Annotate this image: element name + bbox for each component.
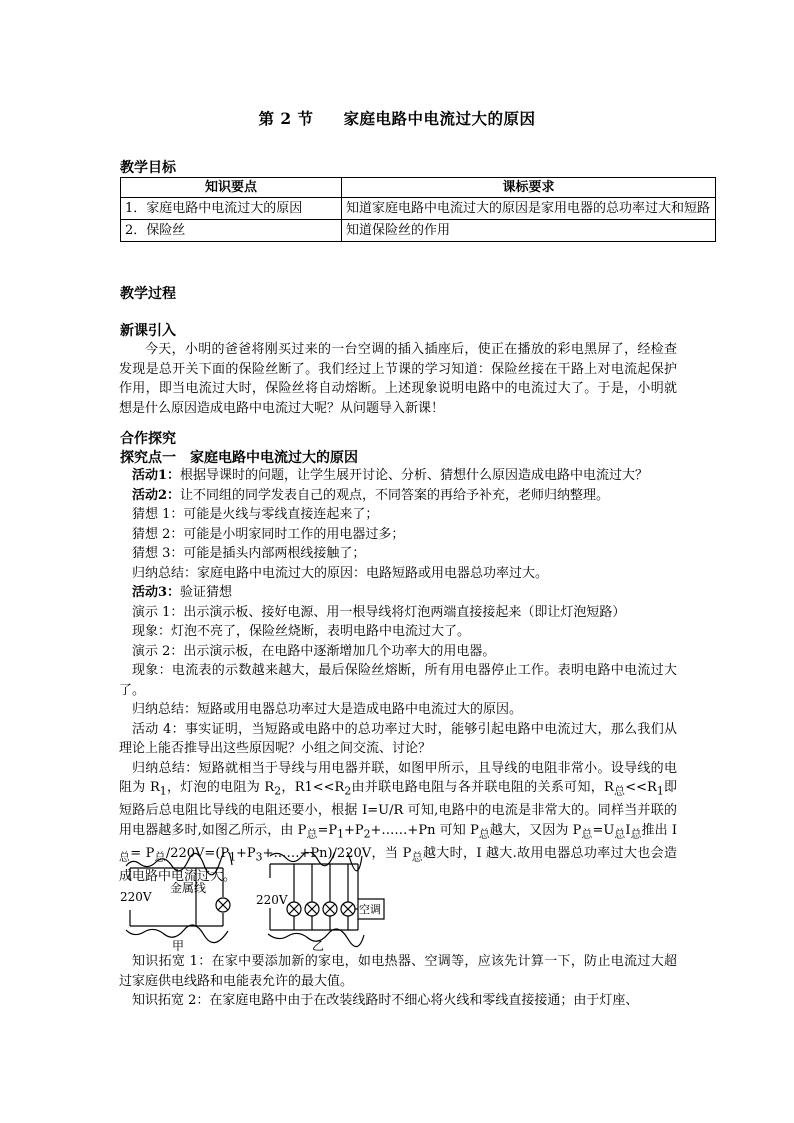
table-cell-point: 2．保险丝 bbox=[121, 220, 342, 242]
activity-2-label: 活动2： bbox=[132, 487, 181, 503]
page-title bbox=[0, 107, 794, 129]
figure-a-voltage: 220V bbox=[120, 890, 152, 904]
observation-1: 现象：灯泡不亮了，保险丝烧断，表明电路中电流过大了。 bbox=[132, 624, 471, 639]
section-name: 家庭电路中电流过大的原因 bbox=[343, 109, 536, 128]
demo-2: 演示 2：出示演示板，在电路中逐渐增加几个功率大的用电器。 bbox=[132, 643, 496, 659]
process-heading: 教学过程 bbox=[120, 286, 176, 302]
summary-3: 归纳总结：短路就相当于导线与用电器并联，如图甲所示，且导线的电阻非常小。设导线的电阻为 $R_1$，灯泡的电阻为 $R_2$，$R1<<R_2$由并联电路电阻与各并联电阻的关系可知，$R_总<<R_1$即短路后总电阻比导线的电阻还要小，根据 I=U/R 可知,电路中的电流是非常大的。同样当并联的用电器越多时,如图乙所示，由 $P_总=P_1+P_2+\dots\dots+Pn$ 可知 $P_总$越大，又因为 $P_总=U_总I_总$推出 $I_总=$ $P_总/220V=(P_1+P_3+\dots\dots+Pn)/220V$，当 $P_总$越大时，I 越大.故用电器总功率过大也会造成电路中电流过大。 bbox=[119, 760, 678, 884]
goals-heading: 教学目标 bbox=[120, 160, 176, 176]
demo-1: 演示 1：出示演示板、接好电源、用一根导线将灯泡两端直接接起来（即让灯泡短路） bbox=[132, 604, 626, 620]
figure-b-ac-label: 空调 bbox=[359, 903, 381, 916]
activity-1-text: 根据导课时的问题，让学生展开讨论、分析、猜想什么原因造成电路中电流过大？ bbox=[180, 468, 649, 483]
guess-1: 猜想 1：可能是火线与零线直接连起来了； bbox=[132, 507, 379, 522]
extension-2: 知识拓宽 2：在家庭电路中由于在改装线路时不细心将火线和零线直接接通；由于灯座、 bbox=[132, 993, 639, 1008]
table-cell-requirement: 知道家庭电路中电流过大的原因是家用电器的总功率过大和短路 bbox=[342, 198, 716, 220]
figure-b-voltage: 220V bbox=[256, 893, 288, 907]
activity-3-label: 活动3： bbox=[132, 585, 181, 600]
figure-b-label: 乙 bbox=[312, 939, 325, 952]
activity-2 bbox=[119, 486, 677, 506]
extension-section bbox=[119, 952, 677, 1011]
col-header-requirements: 课标要求 bbox=[342, 178, 716, 198]
explore-body bbox=[119, 466, 677, 886]
activity-3 bbox=[119, 583, 677, 603]
section-number: 第 2 节 bbox=[258, 109, 314, 128]
intro-section bbox=[119, 340, 677, 418]
summary-2: 归纳总结：短路或用电器总功率过大是造成电路中电流过大的原因。 bbox=[132, 702, 523, 717]
table-header-row bbox=[121, 178, 716, 198]
guess-3: 猜想 3：可能是插头内部两根线接触了； bbox=[132, 546, 366, 561]
summary-1: 归纳总结：家庭电路中电流过大的原因：电路短路或用电器总功率过大。 bbox=[132, 565, 549, 581]
extension-1: 知识拓宽 1：在家中要添加新的家电，如电热器、空调等，应该先计算一下，防止电流过大超过家庭供电线路和电能表允许的最大值。 bbox=[119, 954, 677, 989]
intro-heading: 新课引入 bbox=[120, 323, 176, 339]
circuit-figures bbox=[118, 852, 418, 952]
figure-a-label: 甲 bbox=[172, 939, 185, 952]
explore-heading: 合作探究 bbox=[120, 431, 176, 447]
goals-table bbox=[120, 177, 716, 242]
observation-2: 现象：电流表的示数越来越大，最后保险丝熔断，所有用电器停止工作。表明电路中电流过大了。 bbox=[119, 663, 677, 698]
table-row bbox=[121, 198, 716, 220]
figure-a-wire-label: 金属线 bbox=[170, 881, 207, 895]
activity-1-label: 活动1： bbox=[132, 468, 181, 483]
activity-2-text: 让不同组的同学发表自己的观点，不同答案的再给予补充，老师归纳整理。 bbox=[180, 487, 610, 503]
activity-3-text: 验证猜想 bbox=[180, 585, 233, 600]
activity-1 bbox=[119, 466, 677, 486]
explore-point-heading: 探究点一 家庭电路中电流过大的原因 bbox=[120, 450, 358, 466]
table-cell-point: 1．家庭电路中电流过大的原因 bbox=[121, 198, 342, 220]
activity-4: 活动 4：事实证明，当短路或电路中的总功率过大时，能够引起电路中电流过大，那么我们从理论上能否推导出这些原因呢？小组之间交流、讨论？ bbox=[119, 721, 677, 756]
intro-paragraph: 今天，小明的爸爸将刚买过来的一台空调的插入插座后，使正在播放的彩电黑屏了，经检查发现是总开关下面的保险丝断了。我们经过上节课的学习知道：保险丝接在干路上对电流起保护作用，即当电流过大时，保险丝将自动熔断。上述现象说明电路中的电流过大了。于是，小明就想是什么原因造成电路中电流过大呢？从问题导入新课！ bbox=[119, 342, 677, 416]
guess-2: 猜想 2：可能是小明家同时工作的用电器过多； bbox=[132, 526, 405, 542]
col-header-points: 知识要点 bbox=[121, 178, 342, 198]
table-cell-requirement: 知道保险丝的作用 bbox=[342, 220, 716, 242]
table-row bbox=[121, 220, 716, 242]
